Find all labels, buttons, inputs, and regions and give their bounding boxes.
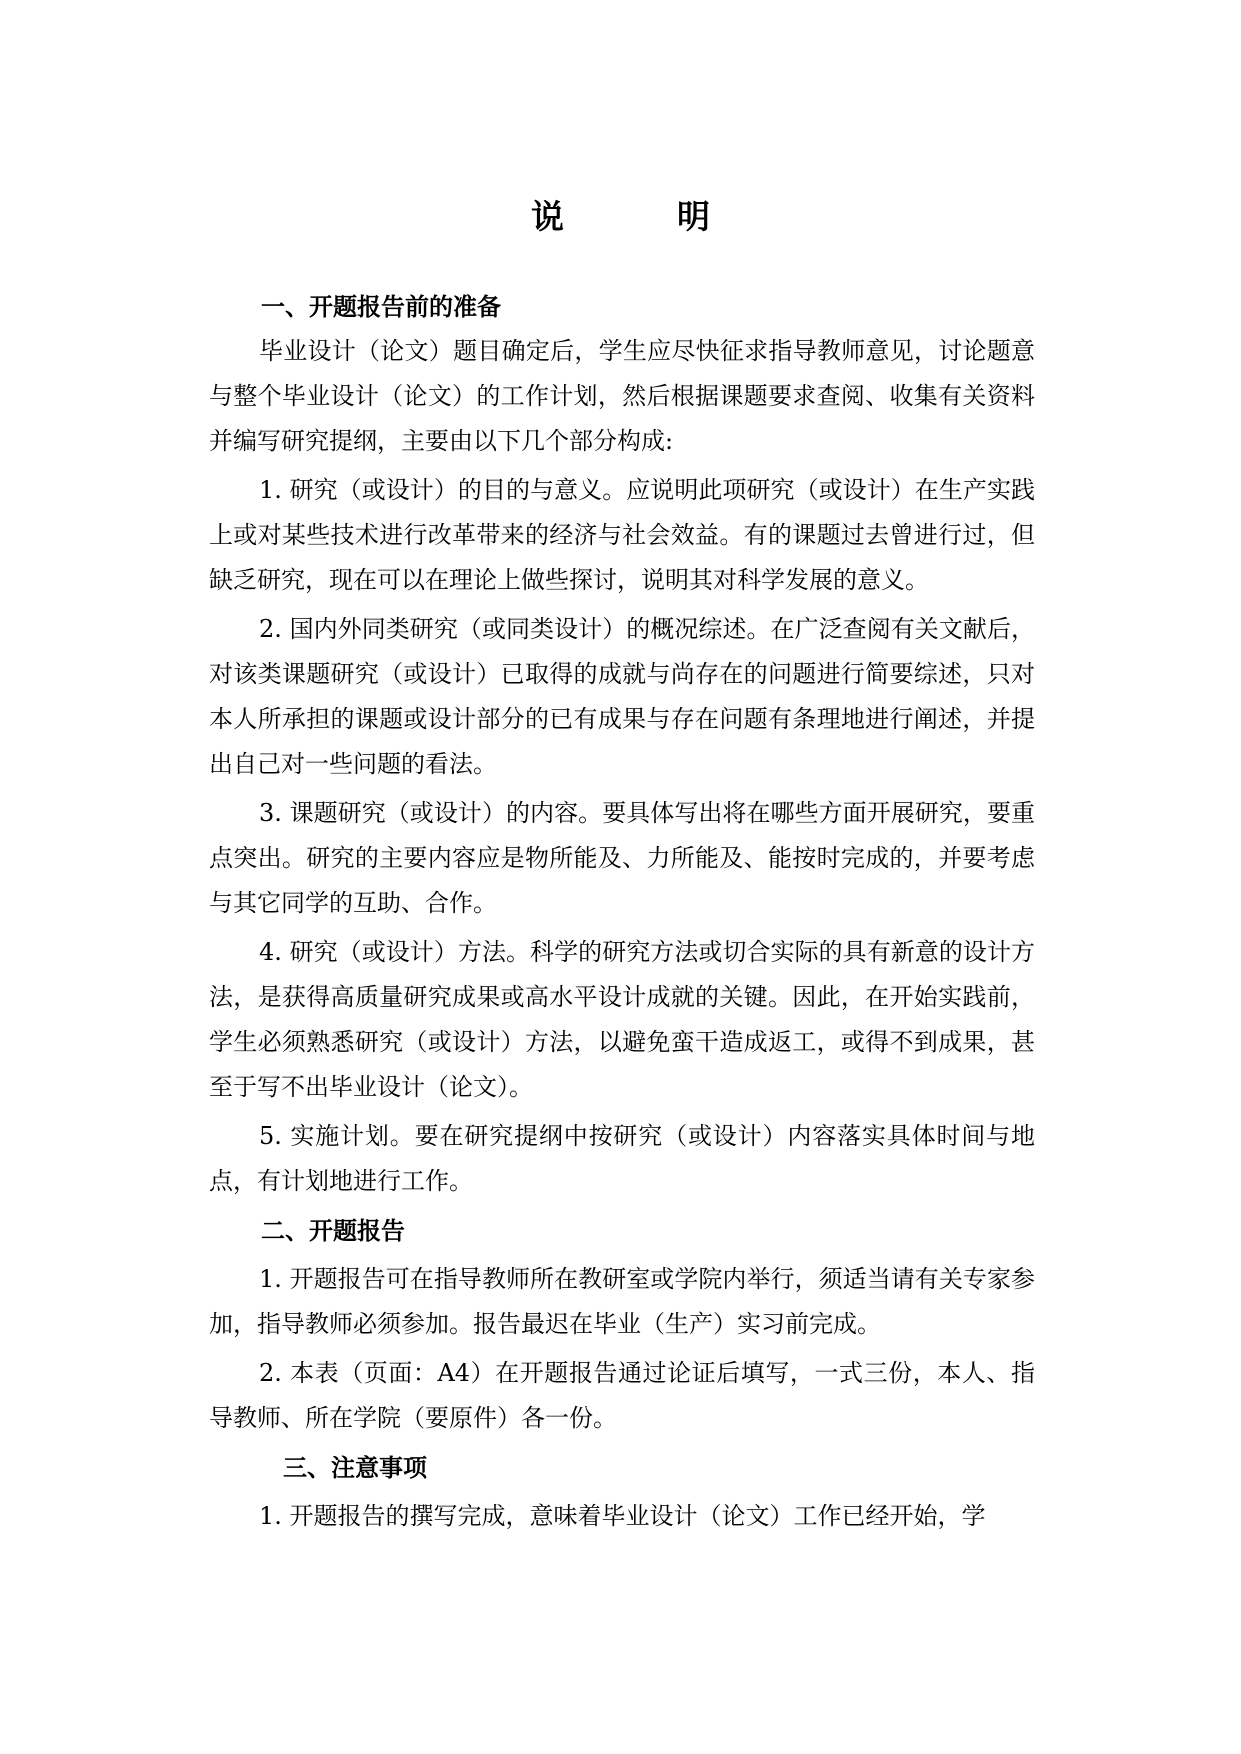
list-item-method: 4. 研究（或设计）方法。科学的研究方法或切合实际的具有新意的设计方法，是获得高质量研究成果或高水平设计成就的关键。因此，在开始实践前，学生必须熟悉研究（或设计）方法，以避免蛮干造成返工，或得不到成果，甚至于写不出毕业设计（论文）。 [209,938,1035,1101]
section-heading-notes: 三、注意事项 [283,1453,427,1482]
list-item-purpose: 1. 研究（或设计）的目的与意义。应说明此项研究（或设计）在生产实践上或对某些技术进行改革带来的经济与社会效益。有的课题过去曾进行过，但缺乏研究，现在可以在理论上做些探讨，说明其对科学发展的意义。 [209,476,1035,594]
list-item-report-form: 2. 本表（页面：A4）在开题报告通过论证后填写，一式三份，本人、指导教师、所在学院（要原件）各一份。 [209,1359,1035,1432]
page-title: 说 明 [531,197,750,236]
section-heading-report: 二、开题报告 [261,1216,405,1245]
document-body [209,284,1035,1539]
list-item-notes-start: 1. 开题报告的撰写完成，意味着毕业设计（论文）工作已经开始，学 [259,1502,986,1530]
list-item-plan: 5. 实施计划。要在研究提纲中按研究（或设计）内容落实具体时间与地点，有计划地进行工作。 [209,1122,1035,1195]
list-item-report-venue: 1. 开题报告可在指导教师所在教研室或学院内举行，须适当请有关专家参加，指导教师必须参加。报告最迟在毕业（生产）实习前完成。 [209,1265,1035,1338]
section-intro-paragraph: 毕业设计（论文）题目确定后，学生应尽快征求指导教师意见，讨论题意与整个毕业设计（论文）的工作计划，然后根据课题要求查阅、收集有关资料并编写研究提纲，主要由以下几个部分构成: [209,337,1035,455]
list-item-content: 3. 课题研究（或设计）的内容。要具体写出将在哪些方面开展研究，要重点突出。研究的主要内容应是物所能及、力所能及、能按时完成的，并要考虑与其它同学的互助、合作。 [209,799,1035,917]
list-item-review: 2. 国内外同类研究（或同类设计）的概况综述。在广泛查阅有关文献后，对该类课题研究（或设计）已取得的成就与尚存在的问题进行简要综述，只对本人所承担的课题或设计部分的已有成果与存在问题有条理地进行阐述，并提出自己对一些问题的看法。 [209,615,1035,778]
section-heading-preparation: 一、开题报告前的准备 [261,292,501,321]
